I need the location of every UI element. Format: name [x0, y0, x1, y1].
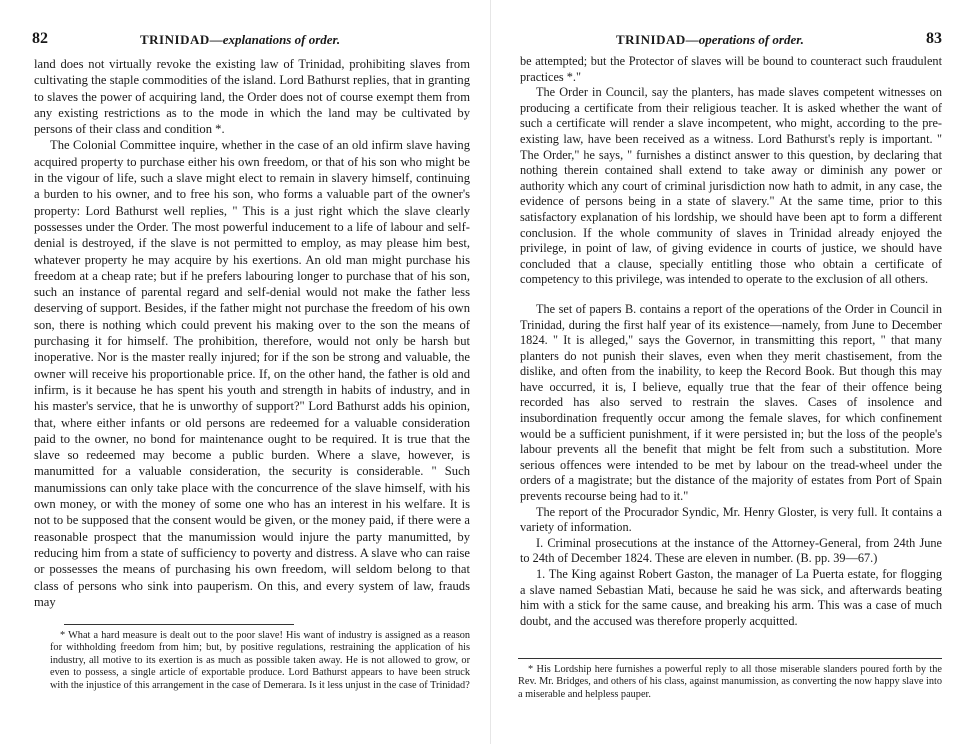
right-paragraph: I. Criminal prosecutions at the instance of the Attorney-General, from 24th June to 24th of December 1824. These are eleven in number. (B. pp. 39—67.): [520, 535, 942, 566]
right-footnote-rule: [518, 658, 942, 659]
left-footnote-text: * What a hard measure is dealt out to the poor slave! His want of industry is assigned as a reason for withholding freedom from him; but, by positive regulations, restraining the application of his industry, all motive to its exertion is as much as possible taken away. He is not allowed to grow, or even to possess, a single article of exportable produce. Lord Bathurst appears to have been struck with the injustice of this arrangement in the case of Demerara. Is it less unjust in the case of Trinidad?: [50, 630, 470, 691]
right-header-place: TRINIDAD: [616, 32, 686, 47]
right-header-topic: —operations of order.: [685, 32, 804, 47]
right-paragraph: 1. The King against Robert Gaston, the manager of La Puerta estate, for flogging a slave named Sebastian Mati, because he said he was sick, and afterwards beating him with a stick for the same cause, and breaking his arm. This was a case of much doubt, and the accused was therefore properly acquitted.: [520, 567, 942, 628]
left-body-text: [34, 56, 470, 610]
right-header-title: [616, 32, 804, 48]
gutter: [490, 0, 491, 744]
right-footnote: [518, 664, 942, 701]
right-paragraph: The Order in Council, say the planters, has made slaves competent witnesses on producing a certificate from their religious teacher. It is asked whether the want of such a certificate will render a slave incompetent, who might, according to the pre-existing law, have been received as a witness. Lord Bathurst's reply is important. " The Order," he says, " furnishes a distinct answer to this question, by declaring that nothing therein contained shall extend to take away or diminish any power or authority which any court of criminal jurisdiction now hath to admit, in any case, the evidence of persons being in a state of slavery." At the same time, prior to this satisfactory explanation of his lordship, we should have been apt to form a different conclusion. If the whole community of slaves in Trinidad already enjoyed the privilege, in point of law, of giving evidence in courts of justice, we should have concluded that a clause, specially entitling those who obtain a certificate of competency to this privilege, was intended to operate to the exclusion of all others.: [520, 85, 942, 287]
left-page: [30, 0, 470, 744]
right-paragraph: The report of the Procurador Syndic, Mr. Henry Gloster, is very full. It contains a variety of information.: [520, 504, 942, 535]
left-header-topic: —explanations of order.: [209, 32, 341, 47]
right-paragraph: be attempted; but the Protector of slaves will be bound to counteract such fraudulent practices *.": [520, 54, 942, 84]
right-page-number: 83: [926, 30, 942, 47]
left-footnote: [50, 630, 470, 692]
right-page: [518, 0, 942, 744]
left-running-header: [30, 30, 470, 52]
left-footnote-rule: [64, 624, 294, 625]
left-paragraph: The Colonial Committee inquire, whether in the case of an old infirm slave having acquired property to purchase either his own freedom, or that of his son who might be in the vigour of life, such a slave might elect to remain in slavery himself, continuing a burden to his owner, and to free his son, who forms a valuable part of the owner's property: Lord Bathurst well replies, " This is a just right which the slave clearly possesses under the Order. The most powerful inducement to a life of labour and self-denial is destroyed, if the slave is not permitted to employ, as may please him best, whatever property he may acquire by his exertions. An old man might purchase his freedom at a cheap rate; but if he prefers labouring longer to purchase that of his son, such an instance of parental regard and self-denial would not make the father less deserving of support. Besides, if the father might not purchase the freedom of his own son, there is nothing which could prevent his making over to the son the means of purchasing it for himself. The prohibition, therefore, would not only be harsh but inoperative. Nor is the master really injured; for if the son be strong and valuable, the owner will receive his proportionable price. If, on the other hand, the father is old and infirm, is it because he has spent his youth and strength in habits of industry, and in his master's service, that he is unworthy of support?" Lord Bathurst adds his opinion, that, where either infants or old persons are redeemed for a valuable consideration paid to the owner, no bond for maintenance ought to be required. It is true that the slave so redeemed may become a public burden. Where a slave, however, is manumitted for a valuable consideration, the security is considerable. " Such manumissions can only take place with the concurrence of the slave himself, with his own money, or with the money of some one who has an interest in his welfare. It is not to be supposed that the consent would be given, or the money paid, if there were a reasonable prospect that the manumission would injure the party manumitted, by reducing him from a state of sufficiency to poverty and distress. A slave who can raise or possesses the means of purchasing his own freedom, will seldom belong to that class of persons who sink into pauperism. On this, and every system of law, frauds may: [34, 138, 470, 609]
left-header-title: [140, 32, 340, 48]
left-paragraph: land does not virtually revoke the existing law of Trinidad, prohibiting slaves from cultivating the staple commodities of the island. Lord Bathurst replies, that in granting to slaves the power of acquiring land, the Order does not of course exempt them from any existing restrictions as to the mode in which the land may be cultivated by persons of their class and condition *.: [34, 57, 470, 137]
right-running-header: [518, 30, 942, 52]
left-page-number: 82: [32, 30, 48, 47]
left-header-place: TRINIDAD: [140, 32, 210, 47]
right-body-text: [520, 54, 942, 629]
right-paragraph: The set of papers B. contains a report of the operations of the Order in Council in Trinidad, during the first half year of its existence—namely, from June to December 1824. " It is alleged," says the Governor, in transmitting this report, " that many planters do not punish their slaves, even when they merit chastisement, from the dislike, and often from the inability, to keep the Record Book. But though this may have occurred, it is, I believe, equally true that the fear of their offence being recorded has also served to restrain the slaves. Cases of insolence and insubordination frequently occur among the female slaves, for which confinement would be a sufficient punishment, if it were persisted in; but the loss of the people's labour prevents all the benefit that might be felt from such a substitution. More serious offences were intended to be met by labour on the tread-wheel under the orders of a magistrate; but the distance of the majority of estates from Port of Spain prevents recourse being had to it.": [520, 301, 942, 504]
right-footnote-text: * His Lordship here furnishes a powerful reply to all those miserable slanders poured forth by the Rev. Mr. Bridges, and others of his class, against manumission, as converting the now happy slave into a miserable and helpless pauper.: [518, 664, 943, 700]
